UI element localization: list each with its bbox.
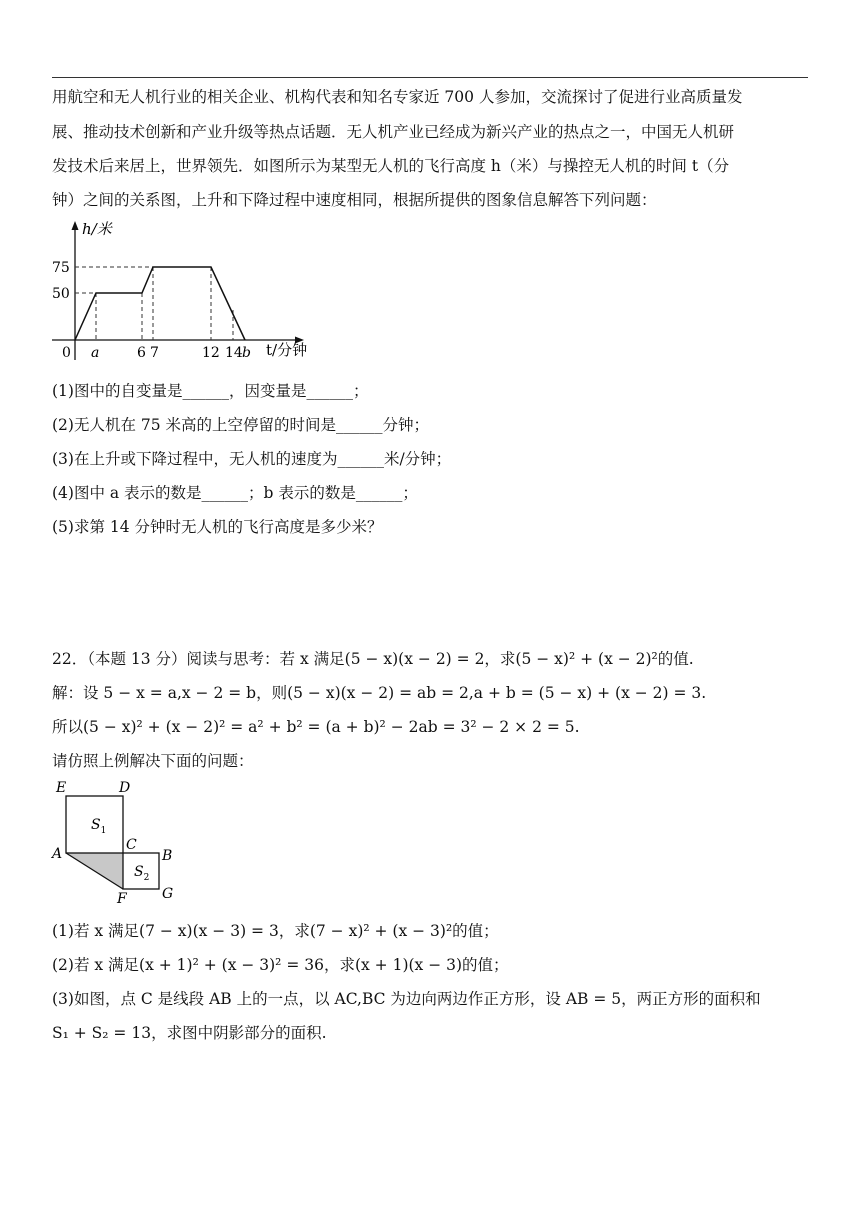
intro-line-1: 用航空和无人机行业的相关企业、机构代表和知名专家近 700 人参加，交流探讨了促进行业高质量发 <box>52 88 743 106</box>
x-tick-b: b <box>242 345 251 361</box>
intro-line-2: 展、推动技术创新和产业升级等热点话题．无人机产业已经成为新兴产业的热点之一，中国无人机研 <box>52 123 735 141</box>
x-tick-a: a <box>91 345 100 361</box>
flight-path <box>75 267 245 340</box>
x-tick-12: 12 <box>202 345 220 361</box>
q22-prompt: 请仿照上例解决下面的问题： <box>52 752 254 770</box>
x-axis-label: t/分钟 <box>266 341 308 359</box>
label-f: F <box>117 891 127 906</box>
y-tick-75: 75 <box>52 260 70 276</box>
squares-figure <box>48 776 198 906</box>
y-axis-arrow <box>72 221 79 230</box>
y-tick-50: 50 <box>52 286 70 302</box>
y-axis-label: h/米 <box>82 220 112 238</box>
label-e: E <box>56 780 67 796</box>
q21-part-3: (3)在上升或下降过程中，无人机的速度为______米/分钟； <box>52 450 452 468</box>
label-b: B <box>162 848 173 864</box>
x-tick-6: 6 <box>137 345 146 361</box>
q22-solution-line-1: 解：设 5 − x = a,x − 2 = b，则(5 − x)(x − 2) = ab = 2,a + b = (5 − x) + (x − 2) = 3. <box>52 684 707 702</box>
q21-part-2: (2)无人机在 75 米高的上空停留的时间是______分钟； <box>52 416 430 434</box>
x-tick-7: 7 <box>150 345 159 361</box>
label-d: D <box>119 780 131 796</box>
q21-part-4: (4)图中 a 表示的数是______；b 表示的数是______； <box>52 484 418 502</box>
intro-line-3: 发技术后来居上，世界领先．如图所示为某型无人机的飞行高度 h（米）与操控无人机的时间 t（分 <box>52 157 730 175</box>
height-time-graph <box>48 218 328 368</box>
label-s1: $S_1$ <box>91 817 107 836</box>
q22-part-2: (2)若 x 满足(x + 1)² + (x − 3)² = 36，求(x + 1)(x − 3)的值； <box>52 956 509 974</box>
label-s2: $S_2$ <box>134 864 150 883</box>
q22-part-3-line-2: S₁ + S₂ = 13，求图中阴影部分的面积. <box>52 1024 327 1042</box>
q21-part-1: (1)图中的自变量是______，因变量是______； <box>52 382 369 400</box>
origin-label: 0 <box>62 345 71 361</box>
top-rule <box>52 77 808 78</box>
label-c: C <box>126 837 137 853</box>
q22-part-1: (1)若 x 满足(7 − x)(x − 3) = 3，求(7 − x)² + (x − 3)²的值； <box>52 922 499 940</box>
x-tick-14: 14 <box>225 345 243 361</box>
q22-solution-line-2: 所以(5 − x)² + (x − 2)² = a² + b² = (a + b)² − 2ab = 3² − 2 × 2 = 5. <box>52 718 580 736</box>
label-g: G <box>162 886 174 902</box>
q22-header: 22．（本题 13 分）阅读与思考：若 x 满足(5 − x)(x − 2) = 2，求(5 − x)² + (x − 2)²的值. <box>52 650 694 668</box>
label-a: A <box>52 846 63 862</box>
q22-part-3-line-1: (3)如图，点 C 是线段 AB 上的一点，以 AC,BC 为边向两边作正方形，设 AB = 5，两正方形的面积和 <box>52 990 761 1008</box>
q21-part-5: (5)求第 14 分钟时无人机的飞行高度是多少米？ <box>52 518 383 536</box>
intro-line-4: 钟）之间的关系图，上升和下降过程中速度相同，根据所提供的图象信息解答下列问题： <box>52 191 657 209</box>
